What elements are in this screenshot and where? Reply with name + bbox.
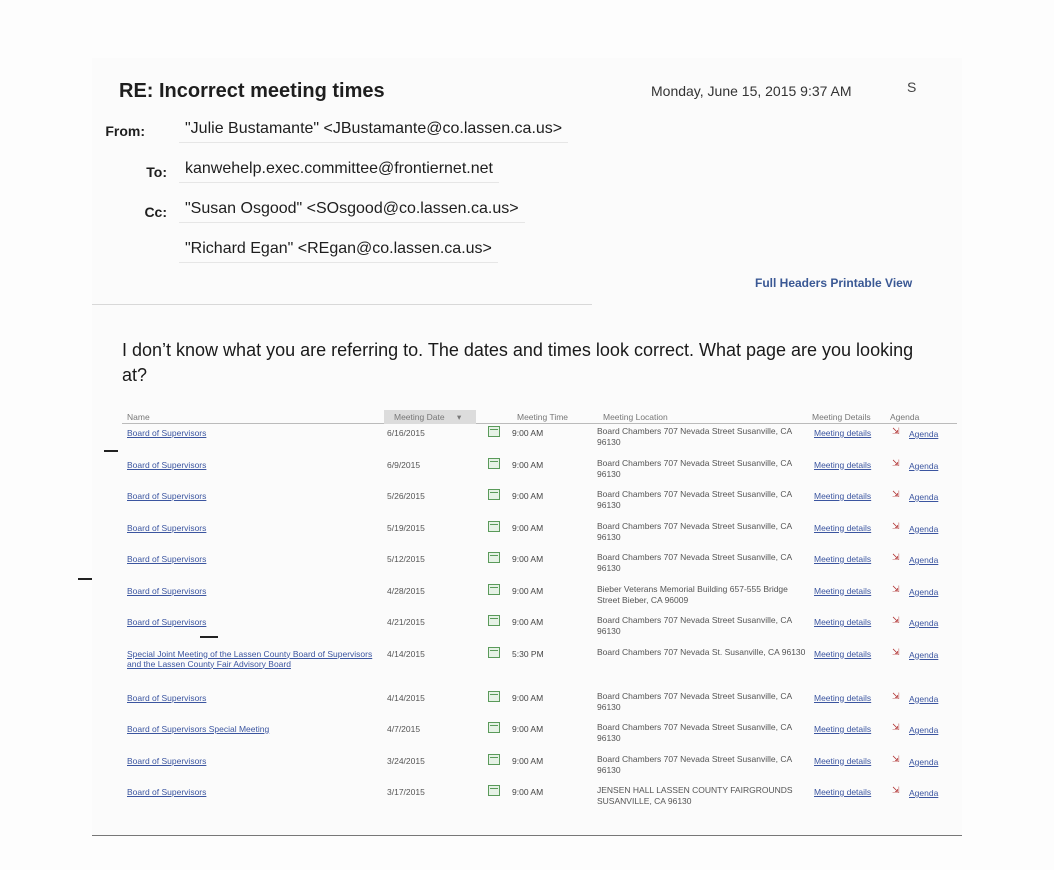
pen-mark <box>78 578 92 580</box>
table-row <box>122 613 957 645</box>
meeting-time: 9:00 AM <box>512 522 544 533</box>
meeting-time: 9:00 AM <box>512 428 544 438</box>
from-address: "Julie Bustamante" <JBustamante@co.lassen.ca.us> <box>179 116 568 143</box>
meeting-details-link[interactable]: Meeting details <box>814 554 872 564</box>
header-date-label: Meeting Date <box>394 412 445 422</box>
meeting-date: 5/19/2015 <box>387 522 425 533</box>
table-row <box>122 752 957 784</box>
meeting-details-link[interactable]: Meeting details <box>814 428 872 438</box>
email-subject: RE: Incorrect meeting times <box>119 80 385 102</box>
meeting-details-link[interactable]: Meeting details <box>814 491 872 501</box>
from-label: From: <box>105 123 145 139</box>
meeting-name-link[interactable]: Board of Supervisors <box>127 585 207 596</box>
calendar-icon[interactable] <box>488 615 500 626</box>
pdf-icon: ⇲ <box>892 520 900 531</box>
meeting-location: Board Chambers 707 Nevada Street Susanville, CA 96130 <box>597 753 792 775</box>
printable-view-link[interactable]: Printable View <box>830 276 913 290</box>
agenda-link[interactable]: Agenda <box>909 725 939 735</box>
table-row <box>122 689 957 721</box>
meeting-time: 9:00 AM <box>512 585 544 596</box>
meeting-details-link[interactable]: Meeting details <box>814 459 872 470</box>
meeting-name-link[interactable]: Board of Supervisors <box>127 522 207 533</box>
header-links <box>755 276 912 290</box>
pdf-icon: ⇲ <box>892 426 900 436</box>
header-date[interactable] <box>384 410 476 424</box>
meeting-location: Board Chambers 707 Nevada Street Susanville, CA 96130 <box>597 489 792 510</box>
agenda-link[interactable]: Agenda <box>909 460 939 471</box>
meeting-date: 4/14/2015 <box>387 692 425 703</box>
meeting-date: 4/21/2015 <box>387 617 425 627</box>
meeting-details-link[interactable]: Meeting details <box>814 692 872 703</box>
email-flag: S <box>907 79 917 95</box>
meeting-name-link[interactable]: Board of Supervisors <box>127 692 207 703</box>
meeting-date: 6/9/2015 <box>387 459 421 470</box>
meeting-location: Bieber Veterans Memorial Building 657-555 Bridge Street Bieber, CA 96009 <box>597 583 788 605</box>
table-row <box>122 487 957 519</box>
pdf-icon: ⇲ <box>892 457 900 468</box>
agenda-link[interactable]: Agenda <box>909 649 939 660</box>
calendar-icon[interactable] <box>488 521 500 532</box>
meeting-location: Board Chambers 707 Nevada Street Susanville, CA 96130 <box>597 520 792 542</box>
table-row <box>122 550 957 582</box>
agenda-link[interactable]: Agenda <box>909 756 939 767</box>
meeting-name-link[interactable]: Board of Supervisors <box>127 755 207 766</box>
meeting-name-link[interactable]: Special Joint Meeting of the Lassen County Board of Supervisors and the Lassen County Fair Advisory Board <box>127 648 373 669</box>
meeting-name-link[interactable]: Board of Supervisors <box>127 428 207 438</box>
meeting-date: 4/28/2015 <box>387 585 425 596</box>
agenda-link[interactable]: Agenda <box>909 429 939 439</box>
meeting-time: 9:00 AM <box>512 755 544 766</box>
meeting-time: 5:30 PM <box>512 648 544 659</box>
meeting-location: JENSEN HALL LASSEN COUNTY FAIRGROUNDS SUSANVILLE, CA 96130 <box>597 785 793 806</box>
agenda-link[interactable]: Agenda <box>909 693 939 704</box>
meeting-location: Board Chambers 707 Nevada Street Susanville, CA 96130 <box>597 552 792 573</box>
divider <box>92 304 592 305</box>
meeting-date: 5/26/2015 <box>387 491 425 501</box>
meeting-location: Board Chambers 707 Nevada Street Susanville, CA 96130 <box>597 426 792 447</box>
header-details[interactable]: Meeting Details <box>812 412 871 422</box>
meeting-time: 9:00 AM <box>512 692 544 703</box>
cc-address-1: "Susan Osgood" <SOsgood@co.lassen.ca.us> <box>179 196 525 223</box>
email-body: I don’t know what you are referring to. The dates and times look correct. What page are you looking at? <box>122 340 914 385</box>
header-agenda[interactable]: Agenda <box>890 412 920 422</box>
meeting-time: 9:00 AM <box>512 724 544 734</box>
pdf-icon: ⇲ <box>892 753 900 764</box>
meeting-details-link[interactable]: Meeting details <box>814 585 872 596</box>
calendar-icon[interactable] <box>488 722 500 733</box>
meeting-date: 4/7/2015 <box>387 724 421 734</box>
header-location[interactable]: Meeting Location <box>603 412 668 422</box>
meeting-details-link[interactable]: Meeting details <box>814 755 872 766</box>
calendar-icon[interactable] <box>488 647 500 658</box>
header-name[interactable]: Name <box>127 412 150 422</box>
meeting-name-link[interactable]: Board of Supervisors <box>127 554 207 564</box>
email-date: Monday, June 15, 2015 9:37 AM <box>651 83 852 99</box>
meetings-table <box>122 410 957 815</box>
to-address: kanwehelp.exec.committee@frontiernet.net <box>179 156 499 183</box>
table-row <box>122 519 957 551</box>
table-row <box>122 645 957 689</box>
sort-arrow-icon: ▾ <box>456 412 462 422</box>
meeting-name-link[interactable]: Board of Supervisors <box>127 787 207 797</box>
meeting-date: 6/16/2015 <box>387 428 425 438</box>
meeting-date: 5/12/2015 <box>387 554 425 564</box>
agenda-link[interactable]: Agenda <box>909 618 939 628</box>
meeting-time: 9:00 AM <box>512 617 544 627</box>
meeting-time: 9:00 AM <box>512 787 544 797</box>
pen-mark <box>200 636 218 638</box>
meeting-details-link[interactable]: Meeting details <box>814 724 872 734</box>
pdf-icon: ⇲ <box>892 615 900 625</box>
meeting-date: 3/17/2015 <box>387 787 425 797</box>
table-row <box>122 456 957 488</box>
meeting-name-link[interactable]: Board of Supervisors <box>127 617 207 627</box>
calendar-icon[interactable] <box>488 552 500 563</box>
meeting-details-link[interactable]: Meeting details <box>814 648 872 659</box>
cc-address-2: "Richard Egan" <REgan@co.lassen.ca.us> <box>179 236 498 263</box>
agenda-link[interactable]: Agenda <box>909 788 939 798</box>
meeting-location: Board Chambers 707 Nevada Street Susanville, CA 96130 <box>597 457 792 479</box>
table-row <box>122 424 957 456</box>
meeting-name-link[interactable]: Board of Supervisors <box>127 491 207 501</box>
meeting-name-link[interactable]: Board of Supervisors Special Meeting <box>127 724 270 734</box>
meeting-name-link[interactable]: Board of Supervisors <box>127 459 207 470</box>
meeting-date: 4/14/2015 <box>387 648 425 659</box>
meeting-details-link[interactable]: Meeting details <box>814 617 872 627</box>
agenda-link[interactable]: Agenda <box>909 523 939 534</box>
email-printout <box>92 58 962 836</box>
calendar-icon[interactable] <box>488 489 500 500</box>
header-time[interactable]: Meeting Time <box>517 412 569 422</box>
meeting-details-link[interactable]: Meeting details <box>814 787 872 797</box>
pdf-icon: ⇲ <box>892 646 900 657</box>
pdf-icon: ⇲ <box>892 690 900 701</box>
full-headers-link[interactable]: Full Headers <box>755 276 828 290</box>
table-body <box>122 424 957 815</box>
calendar-icon[interactable] <box>488 785 500 796</box>
pen-mark <box>104 450 118 452</box>
meeting-time: 9:00 AM <box>512 491 544 501</box>
meeting-location: Board Chambers 707 Nevada Street Susanville, CA 96130 <box>597 722 792 743</box>
agenda-link[interactable]: Agenda <box>909 492 939 502</box>
pdf-icon: ⇲ <box>892 552 900 562</box>
calendar-icon[interactable] <box>488 426 500 437</box>
calendar-icon[interactable] <box>488 584 500 595</box>
pdf-icon: ⇲ <box>892 583 900 594</box>
calendar-icon[interactable] <box>488 691 500 702</box>
table-row <box>122 720 957 752</box>
meeting-details-link[interactable]: Meeting details <box>814 522 872 533</box>
agenda-link[interactable]: Agenda <box>909 555 939 565</box>
meeting-location: Board Chambers 707 Nevada Street Susanville, CA 96130 <box>597 690 792 712</box>
meeting-location: Board Chambers 707 Nevada Street Susanville, CA 96130 <box>597 615 792 636</box>
calendar-icon[interactable] <box>488 458 500 469</box>
meeting-location: Board Chambers 707 Nevada St. Susanville, CA 96130 <box>597 646 806 657</box>
pdf-icon: ⇲ <box>892 785 900 795</box>
pdf-icon: ⇲ <box>892 722 900 732</box>
table-row <box>122 582 957 614</box>
meeting-time: 9:00 AM <box>512 554 544 564</box>
cc-label: Cc: <box>144 204 167 220</box>
meeting-date: 3/24/2015 <box>387 755 425 766</box>
table-header <box>122 410 957 424</box>
table-row <box>122 783 957 815</box>
meeting-time: 9:00 AM <box>512 459 544 470</box>
calendar-icon[interactable] <box>488 754 500 765</box>
pdf-icon: ⇲ <box>892 489 900 499</box>
to-label: To: <box>146 164 167 180</box>
agenda-link[interactable]: Agenda <box>909 586 939 597</box>
